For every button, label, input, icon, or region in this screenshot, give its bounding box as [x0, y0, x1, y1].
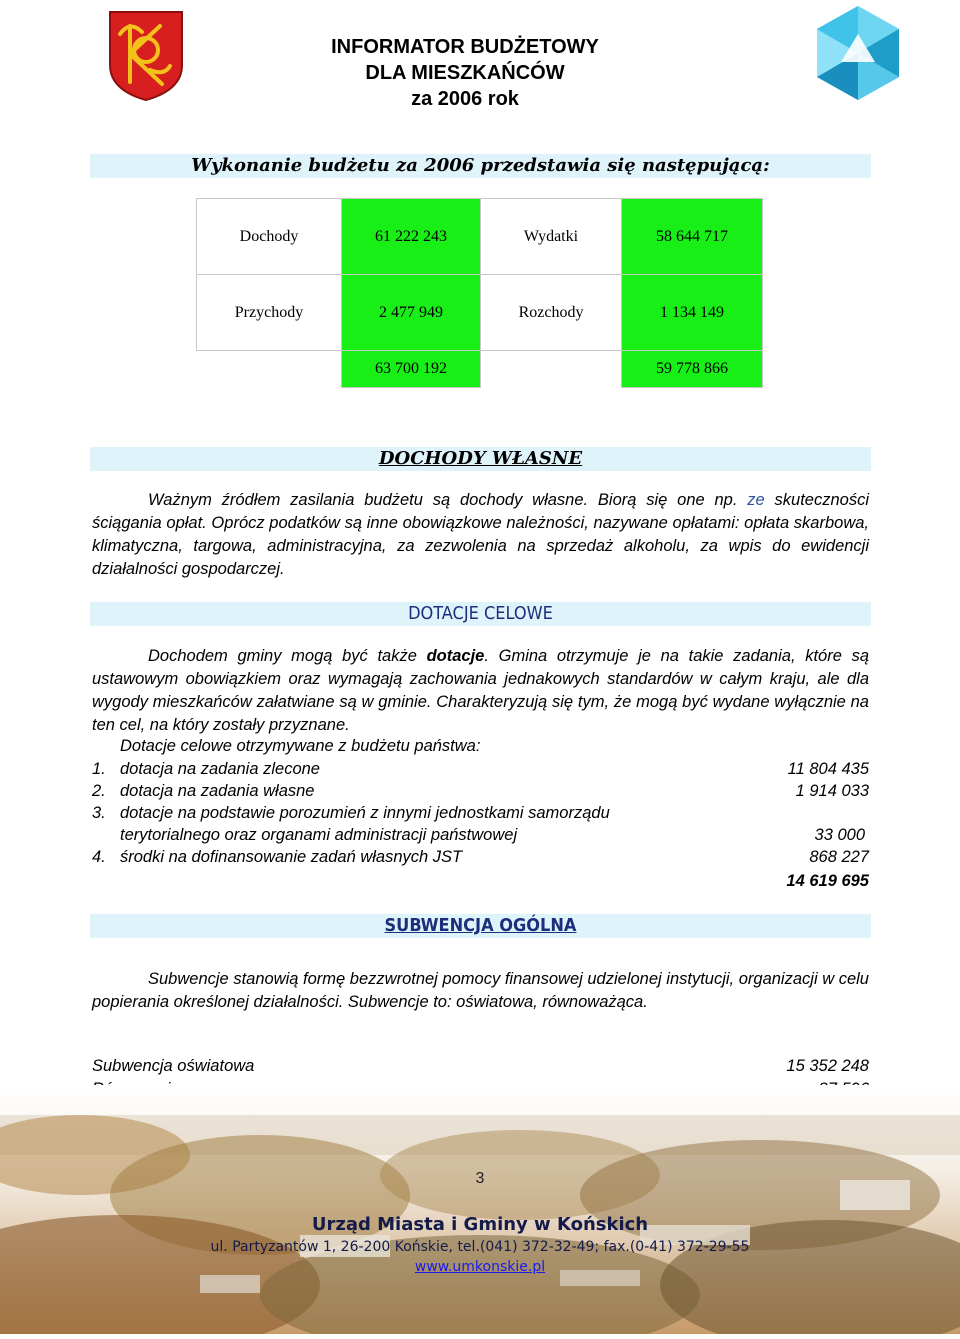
table-cell: 59 778 866	[622, 351, 763, 388]
office-name: Urząd Miasta i Gminy w Końskich	[311, 1214, 649, 1235]
office-address: ul. Partyzantów 1, 26-200 Końskie, tel.(041) 372-32-49; fax.(0-41) 372-29-55	[210, 1239, 750, 1255]
table-cell: Wydatki	[481, 199, 622, 275]
doc-title-line2: DLA MIESZKAŃCÓW	[365, 62, 565, 84]
subsidy-paragraph	[92, 968, 869, 1014]
list-item-label: środki na dofinansowanie zadań własnych JST	[120, 848, 463, 866]
table-cell: Dochody	[197, 199, 342, 275]
list-item-label: dotacja na zadania własne	[120, 782, 315, 800]
table-cell: 58 644 717	[622, 199, 763, 275]
list-item-label: dotacja na zadania zlecone	[120, 760, 320, 778]
list-item-number: 4.	[92, 848, 106, 866]
table-cell: 63 700 192	[342, 351, 481, 388]
table-row	[197, 199, 763, 275]
list-item	[92, 846, 869, 868]
table-cell: 1 134 149	[622, 275, 763, 351]
page-number: 3	[475, 1170, 485, 1187]
table-cell: Przychody	[197, 275, 342, 351]
list-item-label: dotacje na podstawie porozumień z innymi jednostkami samorządu	[120, 804, 610, 822]
grants-bold-word: dotacje	[426, 647, 485, 665]
list-item-number: 1.	[92, 760, 106, 778]
subsidy-heading: SUBWENCJA OGÓLNA	[384, 915, 577, 936]
list-item	[92, 802, 869, 824]
grants-list-intro: Dotacje celowe otrzymywane z budżetu państwa:	[120, 737, 481, 755]
budget-summary-table	[196, 198, 763, 388]
summary-heading: Wykonanie budżetu za 2006 przedstawia się następującą:	[191, 155, 770, 176]
doc-title-line3: za 2006 rok	[411, 88, 519, 110]
list-item-value: 868 227	[809, 848, 869, 866]
grants-heading: DOTACJE CELOWE	[408, 603, 553, 624]
list-item-value: 11 804 435	[787, 760, 869, 778]
table-cell: 2 477 949	[342, 275, 481, 351]
own-income-highlight: ze	[747, 491, 765, 509]
table-cell	[481, 351, 622, 388]
list-item-value: 33 000	[814, 826, 865, 844]
list-item-number: 3.	[92, 804, 106, 822]
website-link-wrap	[0, 1259, 960, 1275]
table-row	[197, 275, 763, 351]
own-income-text-cont: skuteczności ściągania opłat. Oprócz podatków są inne obowiązkowe należności, nazywane opłatami: opłata skarbowa, klimatyczna, targowa, administracyjna, za zezwolenia na sprzedaż alkoholu, za wpis do ewidencji działalności gospodarczej.	[92, 491, 869, 578]
own-income-paragraph	[92, 489, 869, 581]
grants-text: Dochodem gminy mogą być także	[148, 647, 427, 665]
grants-paragraph	[92, 645, 869, 737]
hexagon-crystal-logo	[815, 4, 901, 102]
own-income-text: Ważnym źródłem zasilania budżetu są dochody własne. Biorą się one np.	[148, 491, 748, 509]
table-cell: 61 222 243	[342, 199, 481, 275]
website-link[interactable]: www.umkonskie.pl	[414, 1259, 546, 1275]
subsidy-text: Subwencje stanowią formę bezzwrotnej pomocy finansowej udzielonej instytucji, organizacji w celu popierania określonej działalności. Subwencje to: oświatowa, równoważąca.	[92, 970, 869, 1011]
list-item-value: 1 914 033	[795, 782, 869, 800]
own-income-heading: DOCHODY WŁASNE	[378, 448, 583, 469]
list-item	[92, 1055, 869, 1077]
list-item	[92, 758, 869, 780]
table-cell: Rozchody	[481, 275, 622, 351]
table-cell	[197, 351, 342, 388]
list-item-value: 15 352 248	[786, 1057, 869, 1075]
doc-title-line1: INFORMATOR BUDŻETOWY	[331, 36, 599, 58]
list-item-number: 2.	[92, 782, 106, 800]
list-item-label: Subwencja oświatowa	[92, 1057, 255, 1075]
coat-of-arms-logo	[108, 10, 184, 102]
list-item-label-cont: terytorialnego oraz organami administracji państwowej	[120, 826, 518, 844]
grants-total: 14 619 695	[786, 872, 869, 890]
grants-text-cont: . Gmina otrzymuje je na takie zadania, które są ustawowym obowiązkiem oraz wymagają zachowania jednakowych standardów w całym kraju, ale dla wygody mieszkańców załatwiane są w gminie. Charakteryzują się tym, że mogą być wydane wyłącznie na ten cel, na który zostały przyznane.	[92, 647, 869, 734]
table-row	[197, 351, 763, 388]
town-aerial-photo	[0, 1085, 960, 1334]
list-item	[92, 780, 869, 802]
